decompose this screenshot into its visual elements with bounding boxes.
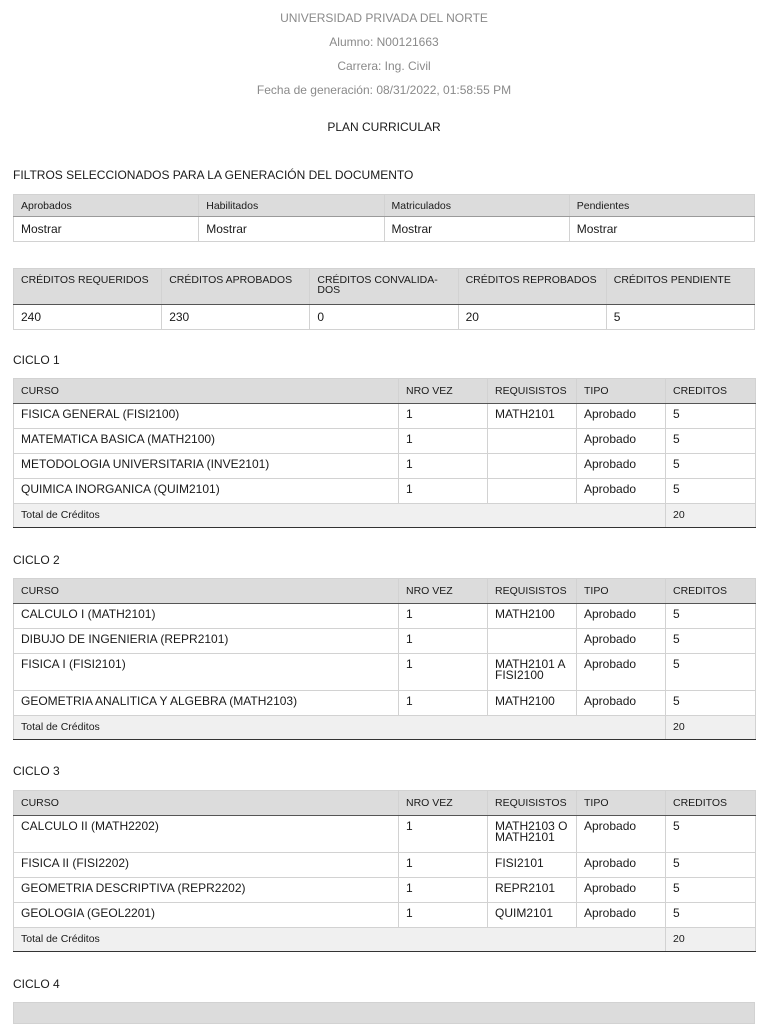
course-times: 1 xyxy=(399,654,488,691)
course-credits: 5 xyxy=(666,604,756,629)
course-type: Aprobado xyxy=(577,629,666,654)
table-row xyxy=(14,691,756,716)
course-requirements: REPR2101 xyxy=(488,878,577,903)
university-name: UNIVERSIDAD PRIVADA DEL NORTE xyxy=(280,11,488,25)
total-credits: 20 xyxy=(666,716,756,740)
course-requirements: FISI2101 xyxy=(488,853,577,878)
course-times: 1 xyxy=(399,691,488,716)
total-row xyxy=(14,504,756,528)
course-name: METODOLOGIA UNIVERSITARIA (INVE2101) xyxy=(14,454,399,479)
course-name: GEOMETRIA DESCRIPTIVA (REPR2202) xyxy=(14,878,399,903)
course-type: Aprobado xyxy=(577,691,666,716)
course-credits: 5 xyxy=(666,429,756,454)
course-credits: 5 xyxy=(666,404,756,429)
credits-header-pending: CRÉDITOS PENDIENTE xyxy=(606,269,754,305)
credits-header-validated: CRÉDITOS CONVALIDA-DOS xyxy=(310,269,458,305)
credits-value-pending: 5 xyxy=(606,305,754,330)
course-requirements: MATH2101 A FISI2100 xyxy=(488,654,577,691)
course-requirements xyxy=(488,479,577,504)
course-credits: 5 xyxy=(666,816,756,853)
course-credits: 5 xyxy=(666,454,756,479)
cycle-4-table-header xyxy=(13,1002,755,1024)
column-header-type: TIPO xyxy=(577,579,666,604)
table-row xyxy=(14,654,756,691)
cycle-4-title: CICLO 4 xyxy=(13,977,60,991)
course-type: Aprobado xyxy=(577,454,666,479)
credits-value-validated: 0 xyxy=(310,305,458,330)
student-id: Alumno: N00121663 xyxy=(329,35,439,49)
column-header-course: CURSO xyxy=(14,579,399,604)
table-row xyxy=(14,404,756,429)
total-row xyxy=(14,928,756,952)
course-times: 1 xyxy=(399,853,488,878)
filter-value-aprobados: Mostrar xyxy=(14,217,199,242)
course-type: Aprobado xyxy=(577,479,666,504)
course-times: 1 xyxy=(399,479,488,504)
course-requirements xyxy=(488,429,577,454)
credits-summary-table xyxy=(13,268,755,330)
course-requirements: MATH2100 xyxy=(488,691,577,716)
credits-header-failed: CRÉDITOS REPROBADOS xyxy=(458,269,606,305)
credits-header-approved: CRÉDITOS APROBADOS xyxy=(162,269,310,305)
course-name: GEOLOGIA (GEOL2201) xyxy=(14,903,399,928)
course-name: DIBUJO DE INGENIERIA (REPR2101) xyxy=(14,629,399,654)
course-type: Aprobado xyxy=(577,903,666,928)
column-header-type: TIPO xyxy=(577,379,666,404)
cycle-3-table xyxy=(13,790,756,952)
cycle-3-title: CICLO 3 xyxy=(13,764,60,778)
column-header-times: NRO VEZ xyxy=(399,791,488,816)
filter-header-pendientes: Pendientes xyxy=(569,195,754,217)
course-credits: 5 xyxy=(666,903,756,928)
course-requirements xyxy=(488,454,577,479)
cycle-2-title: CICLO 2 xyxy=(13,553,60,567)
course-type: Aprobado xyxy=(577,853,666,878)
course-type: Aprobado xyxy=(577,604,666,629)
column-header-requirements: REQUISISTOS xyxy=(488,579,577,604)
credits-value-failed: 20 xyxy=(458,305,606,330)
course-name: MATEMATICA BASICA (MATH2100) xyxy=(14,429,399,454)
table-row xyxy=(14,479,756,504)
course-requirements xyxy=(488,629,577,654)
course-type: Aprobado xyxy=(577,654,666,691)
column-header-course: CURSO xyxy=(14,791,399,816)
course-credits: 5 xyxy=(666,691,756,716)
course-times: 1 xyxy=(399,429,488,454)
page-title: PLAN CURRICULAR xyxy=(327,120,441,134)
column-header-credits: CREDITOS xyxy=(666,379,756,404)
credits-value-approved: 230 xyxy=(162,305,310,330)
course-name: QUIMICA INORGANICA (QUIM2101) xyxy=(14,479,399,504)
total-label: Total de Créditos xyxy=(14,716,666,740)
course-credits: 5 xyxy=(666,878,756,903)
filter-header-aprobados: Aprobados xyxy=(14,195,199,217)
table-row xyxy=(14,816,756,853)
course-times: 1 xyxy=(399,604,488,629)
course-requirements: MATH2101 xyxy=(488,404,577,429)
filters-title: FILTROS SELECCIONADOS PARA LA GENERACIÓN DEL DOCUMENTO xyxy=(13,168,414,182)
filters-table xyxy=(13,194,755,242)
cycle-2-table xyxy=(13,578,756,740)
filter-value-habilitados: Mostrar xyxy=(199,217,384,242)
course-credits: 5 xyxy=(666,629,756,654)
course-credits: 5 xyxy=(666,654,756,691)
course-name: GEOMETRIA ANALITICA Y ALGEBRA (MATH2103) xyxy=(14,691,399,716)
cycle-1-table xyxy=(13,378,756,528)
course-times: 1 xyxy=(399,629,488,654)
course-name: FISICA II (FISI2202) xyxy=(14,853,399,878)
column-header-credits: CREDITOS xyxy=(666,579,756,604)
cycle-1-title: CICLO 1 xyxy=(13,353,60,367)
course-type: Aprobado xyxy=(577,429,666,454)
filter-value-matriculados: Mostrar xyxy=(384,217,569,242)
course-times: 1 xyxy=(399,903,488,928)
course-times: 1 xyxy=(399,878,488,903)
filter-header-habilitados: Habilitados xyxy=(199,195,384,217)
filter-header-matriculados: Matriculados xyxy=(384,195,569,217)
course-requirements: QUIM2101 xyxy=(488,903,577,928)
course-name: FISICA I (FISI2101) xyxy=(14,654,399,691)
total-label: Total de Créditos xyxy=(14,504,666,528)
total-credits: 20 xyxy=(666,928,756,952)
course-type: Aprobado xyxy=(577,816,666,853)
career: Carrera: Ing. Civil xyxy=(337,59,431,73)
total-label: Total de Créditos xyxy=(14,928,666,952)
course-requirements: MATH2100 xyxy=(488,604,577,629)
column-header-type: TIPO xyxy=(577,791,666,816)
filter-value-pendientes: Mostrar xyxy=(569,217,754,242)
course-name: CALCULO II (MATH2202) xyxy=(14,816,399,853)
column-header-requirements: REQUISISTOS xyxy=(488,791,577,816)
table-row xyxy=(14,604,756,629)
table-row xyxy=(14,454,756,479)
table-row xyxy=(14,903,756,928)
course-type: Aprobado xyxy=(577,878,666,903)
course-name: CALCULO I (MATH2101) xyxy=(14,604,399,629)
course-type: Aprobado xyxy=(577,404,666,429)
course-times: 1 xyxy=(399,816,488,853)
credits-value-required: 240 xyxy=(14,305,162,330)
total-row xyxy=(14,716,756,740)
course-credits: 5 xyxy=(666,853,756,878)
column-header-requirements: REQUISISTOS xyxy=(488,379,577,404)
table-row xyxy=(14,878,756,903)
credits-header-required: CRÉDITOS REQUERIDOS xyxy=(14,269,162,305)
table-row xyxy=(14,853,756,878)
generation-date: Fecha de generación: 08/31/2022, 01:58:55 PM xyxy=(256,83,512,97)
total-credits: 20 xyxy=(666,504,756,528)
column-header-times: NRO VEZ xyxy=(399,579,488,604)
column-header-course: CURSO xyxy=(14,379,399,404)
column-header-credits: CREDITOS xyxy=(666,791,756,816)
column-header-times: NRO VEZ xyxy=(399,379,488,404)
course-credits: 5 xyxy=(666,479,756,504)
table-row xyxy=(14,429,756,454)
course-times: 1 xyxy=(399,404,488,429)
table-row xyxy=(14,629,756,654)
course-requirements: MATH2103 O MATH2101 xyxy=(488,816,577,853)
course-name: FISICA GENERAL (FISI2100) xyxy=(14,404,399,429)
course-times: 1 xyxy=(399,454,488,479)
